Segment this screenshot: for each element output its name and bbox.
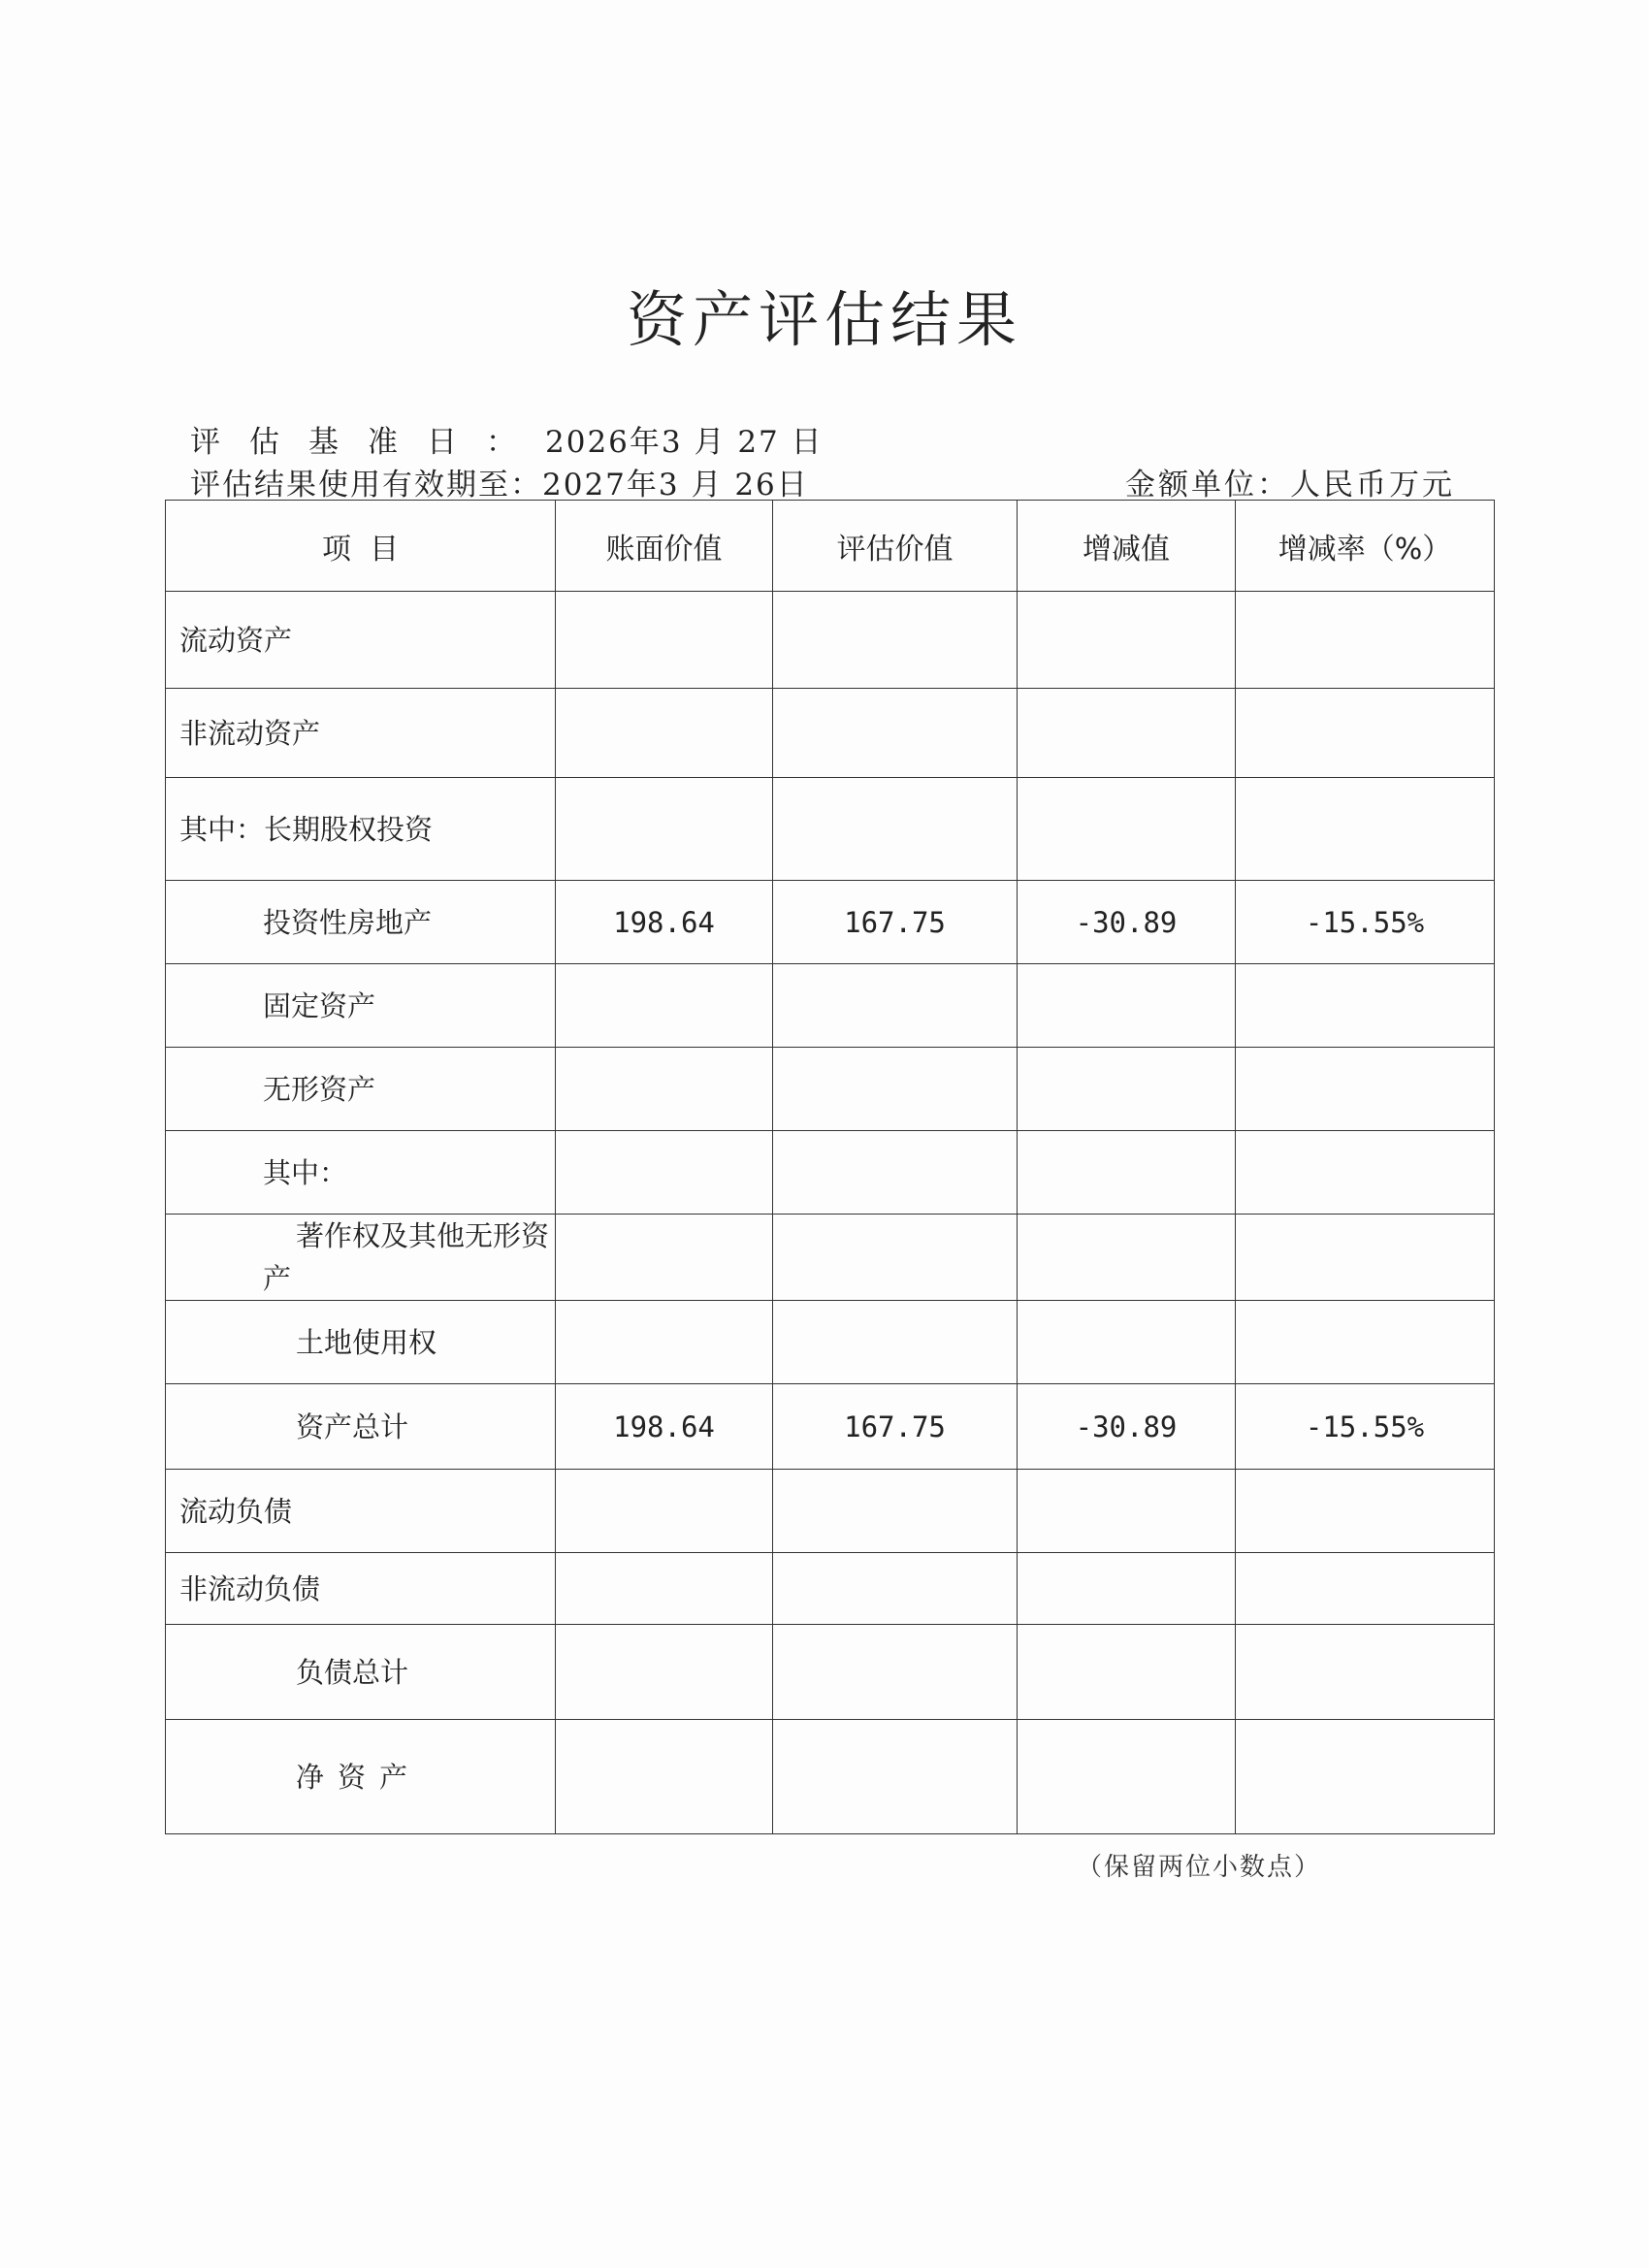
row-change	[1018, 689, 1236, 778]
row-rate	[1236, 1553, 1495, 1625]
row-item: 资产总计	[166, 1384, 556, 1470]
row-rate	[1236, 1470, 1495, 1553]
row-change	[1018, 1215, 1236, 1301]
row-change	[1018, 1301, 1236, 1384]
row-change	[1018, 1470, 1236, 1553]
row-change: -30.89	[1018, 881, 1236, 964]
header-change: 增减值	[1018, 501, 1236, 592]
row-appraised	[773, 1215, 1018, 1301]
valid-date-line	[190, 460, 809, 503]
row-book	[556, 592, 773, 689]
row-book	[556, 1301, 773, 1384]
row-rate: -15.55%	[1236, 1384, 1495, 1470]
row-item: 土地使用权	[166, 1301, 556, 1384]
row-rate: -15.55%	[1236, 881, 1495, 964]
table-row	[166, 1470, 1495, 1553]
table-row	[166, 1384, 1495, 1470]
row-appraised	[773, 964, 1018, 1048]
row-book	[556, 1131, 773, 1215]
row-appraised	[773, 1470, 1018, 1553]
base-date-line	[190, 417, 824, 461]
row-rate	[1236, 592, 1495, 689]
row-appraised	[773, 1720, 1018, 1834]
row-book	[556, 689, 773, 778]
row-item: 流动资产	[166, 592, 556, 689]
header-item: 项 目	[166, 501, 556, 592]
row-change	[1018, 1720, 1236, 1834]
table-header-row	[166, 501, 1495, 592]
row-rate	[1236, 1048, 1495, 1131]
row-book	[556, 1553, 773, 1625]
row-appraised: 167.75	[773, 1384, 1018, 1470]
table-row	[166, 1215, 1495, 1301]
valid-date-value: 2027年3 月 26日	[542, 468, 809, 502]
row-item: 其中：长期股权投资	[166, 778, 556, 881]
row-change	[1018, 964, 1236, 1048]
row-appraised	[773, 1625, 1018, 1720]
row-appraised	[773, 689, 1018, 778]
row-book	[556, 1048, 773, 1131]
row-change	[1018, 1625, 1236, 1720]
row-item: 净资产	[166, 1720, 556, 1834]
row-rate	[1236, 778, 1495, 881]
row-appraised	[773, 1048, 1018, 1131]
row-appraised	[773, 1553, 1018, 1625]
row-change	[1018, 1048, 1236, 1131]
table-row	[166, 881, 1495, 964]
header-appraised-value: 评估价值	[773, 501, 1018, 592]
row-book: 198.64	[556, 881, 773, 964]
row-rate	[1236, 1131, 1495, 1215]
row-appraised	[773, 1131, 1018, 1215]
row-appraised	[773, 1301, 1018, 1384]
table-row	[166, 1625, 1495, 1720]
row-item: 其中：	[166, 1131, 556, 1215]
amount-unit: 金额单位：人民币万元	[1125, 468, 1455, 502]
row-book	[556, 1215, 773, 1301]
valid-date-label: 评估结果使用有效期至：	[190, 468, 542, 502]
row-book	[556, 1470, 773, 1553]
valuation-table	[165, 500, 1495, 1834]
row-book	[556, 1720, 773, 1834]
row-appraised: 167.75	[773, 881, 1018, 964]
row-item: 投资性房地产	[166, 881, 556, 964]
table-row	[166, 1301, 1495, 1384]
row-item: 著作权及其他无形资产	[166, 1215, 556, 1301]
table-row	[166, 1720, 1495, 1834]
row-change	[1018, 1131, 1236, 1215]
row-item: 无形资产	[166, 1048, 556, 1131]
page-title: 资产评估结果	[626, 284, 1022, 355]
row-change	[1018, 592, 1236, 689]
table-row	[166, 689, 1495, 778]
row-change	[1018, 778, 1236, 881]
row-item: 非流动负债	[166, 1553, 556, 1625]
header-change-rate: 增减率（%）	[1236, 501, 1495, 592]
table-row	[166, 964, 1495, 1048]
row-book	[556, 1625, 773, 1720]
table-row	[166, 1131, 1495, 1215]
row-book	[556, 964, 773, 1048]
row-rate	[1236, 1301, 1495, 1384]
table-row	[166, 778, 1495, 881]
row-appraised	[773, 592, 1018, 689]
base-date-value: 2026年3 月 27 日	[545, 425, 824, 460]
row-item: 负债总计	[166, 1625, 556, 1720]
row-book	[556, 778, 773, 881]
row-rate	[1236, 689, 1495, 778]
row-item: 非流动资产	[166, 689, 556, 778]
row-change	[1018, 1553, 1236, 1625]
row-rate	[1236, 964, 1495, 1048]
row-appraised	[773, 778, 1018, 881]
row-rate	[1236, 1625, 1495, 1720]
table-row	[166, 1048, 1495, 1131]
table-row	[166, 592, 1495, 689]
row-item: 流动负债	[166, 1470, 556, 1553]
row-rate	[1236, 1215, 1495, 1301]
row-item: 固定资产	[166, 964, 556, 1048]
row-rate	[1236, 1720, 1495, 1834]
row-book: 198.64	[556, 1384, 773, 1470]
decimal-footnote: （保留两位小数点）	[1077, 1853, 1322, 1882]
table-row	[166, 1553, 1495, 1625]
header-book-value: 账面价值	[556, 501, 773, 592]
row-change: -30.89	[1018, 1384, 1236, 1470]
base-date-label: 评估基准日：	[190, 425, 545, 460]
